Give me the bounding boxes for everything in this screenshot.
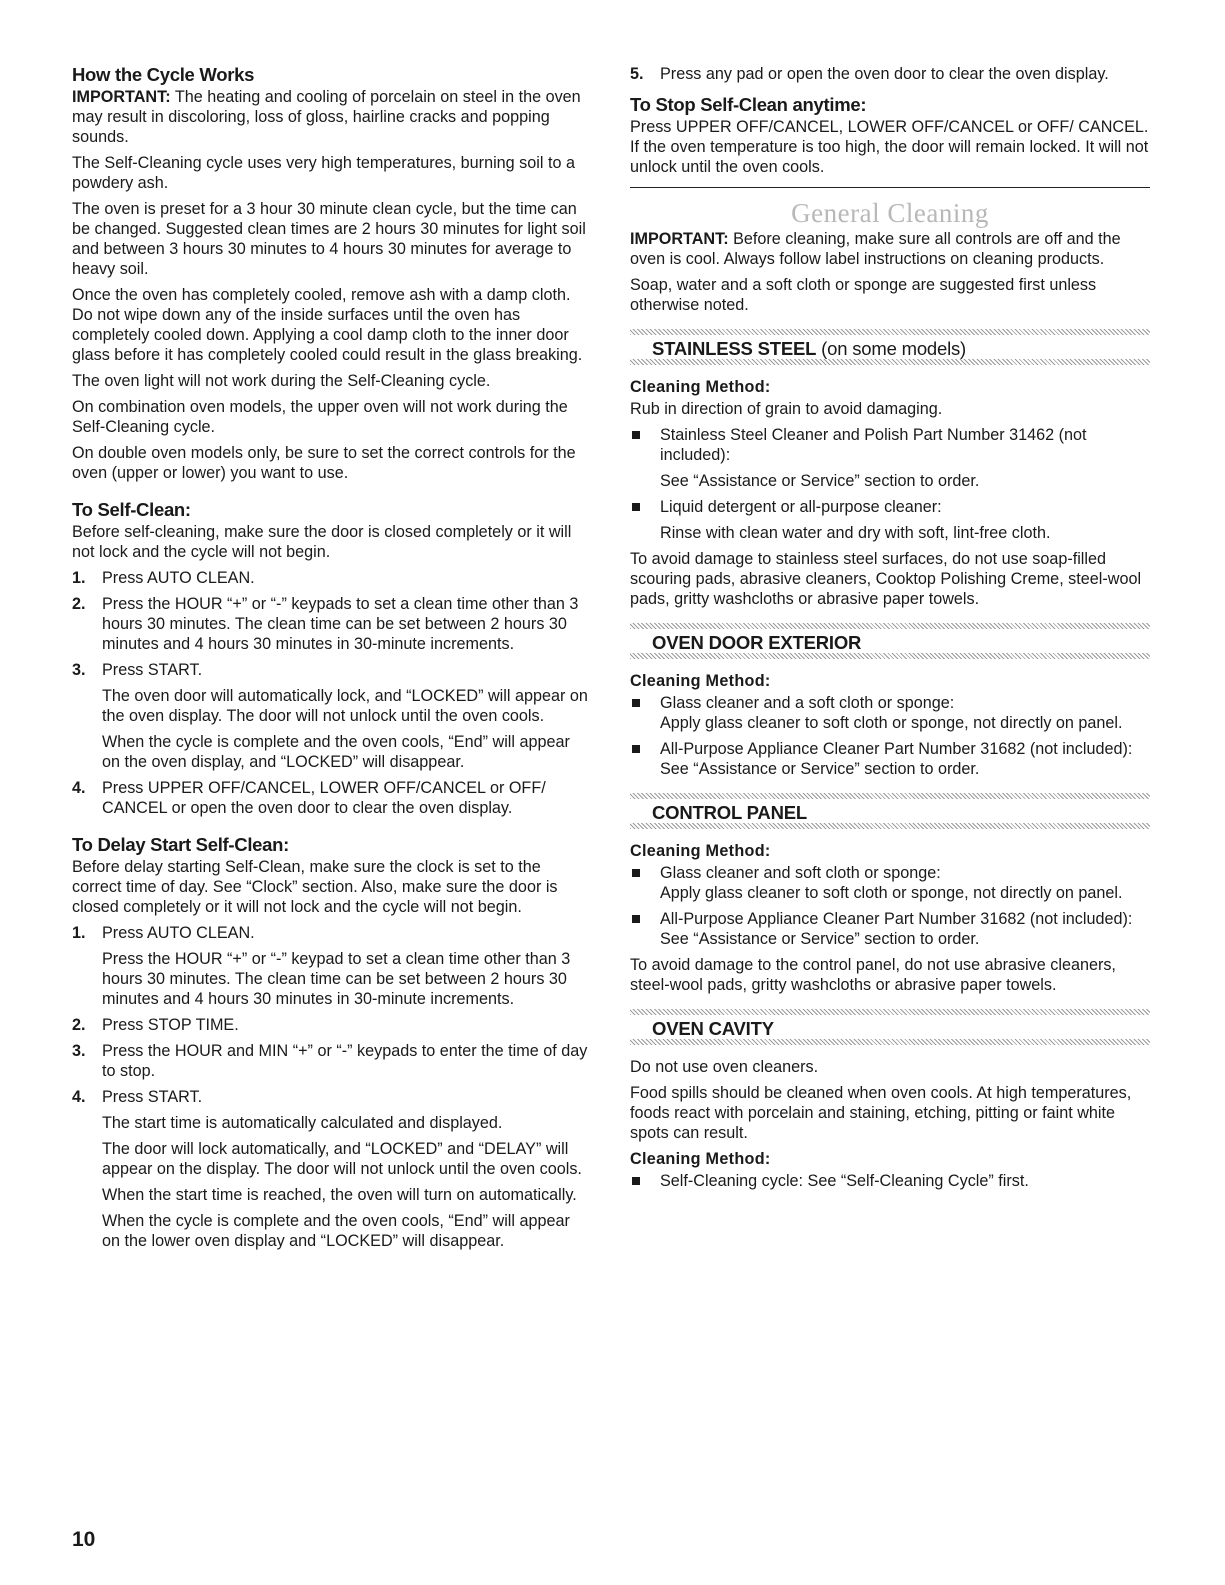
step-number: 4. xyxy=(72,779,86,797)
cavity-bullets xyxy=(630,1171,1150,1191)
step-number: 2. xyxy=(72,1016,86,1034)
important-text: Before cleaning, make sure all controls are off and the oven is cool. Always follow label instructions on cleaning products. xyxy=(630,230,1121,268)
hatch-stripe xyxy=(630,623,1150,629)
step-text: Press AUTO CLEAN. xyxy=(102,569,255,587)
stainless-warning: To avoid damage to stainless steel surfaces, do not use soap-filled scouring pads, abrasive cleaners, Cooktop Polishing Creme, steel-wool pads, gritty washcloths or abrasive paper towels. xyxy=(630,550,1142,608)
section-title xyxy=(652,1018,774,1040)
bullet-subtext: See “Assistance or Service” section to order. xyxy=(660,472,980,490)
step-detail: The oven door will automatically lock, and “LOCKED” will appear on the oven display. The door will not unlock until the oven cools. xyxy=(102,687,588,725)
bullet-square-icon xyxy=(630,497,660,543)
step-number: 1. xyxy=(72,569,86,587)
step-detail: The door will lock automatically, and “LOCKED” and “DELAY” will appear on the display. The door will not unlock until the oven cools. xyxy=(102,1140,582,1178)
cleaning-method-label: Cleaning Method: xyxy=(630,842,771,860)
bullet-subtext: See “Assistance or Service” section to order. xyxy=(660,760,980,778)
section-header-oven-cavity xyxy=(630,1009,1150,1045)
section-header-stainless xyxy=(630,329,1150,365)
cavity-text: Food spills should be cleaned when oven cools. At high temperatures, foods react with porcelain and staining, etching, pitting or faint white spots can result. xyxy=(630,1084,1132,1142)
section-title-bold: OVEN DOOR EXTERIOR xyxy=(652,632,862,653)
step-detail: When the cycle is complete and the oven cools, “End” will appear on the oven display, and “LOCKED” will disappear. xyxy=(102,733,570,771)
general-cleaning-banner xyxy=(630,187,1150,229)
bullet-square-icon xyxy=(630,693,660,733)
stop-heading: To Stop Self-Clean anytime: xyxy=(630,94,867,115)
bullet-item xyxy=(630,863,1150,903)
cleaning-method-label: Cleaning Method: xyxy=(630,378,771,396)
bullet-text: Stainless Steel Cleaner and Polish Part Number 31462 (not included): xyxy=(660,426,1087,464)
delay-intro: Before delay starting Self-Clean, make sure the clock is set to the correct time of day. See “Clock” section. Also, make sure the door is closed completely or it will not lock and the cycle will not begin. xyxy=(72,858,558,916)
step-item xyxy=(72,923,592,1009)
bullet-text: Glass cleaner and a soft cloth or sponge: xyxy=(660,694,955,712)
section-header-door xyxy=(630,623,1150,659)
bullet-text: All-Purpose Appliance Cleaner Part Number 31682 (not included): xyxy=(660,910,1133,928)
step-number: 3. xyxy=(72,1042,86,1060)
hatch-stripe xyxy=(630,823,1150,829)
paragraph: On combination oven models, the upper oven will not work during the Self-Cleaning cycle. xyxy=(72,398,568,436)
step-number: 5. xyxy=(630,65,644,83)
section-title-bold: OVEN CAVITY xyxy=(652,1018,774,1039)
bullet-subtext: Rinse with clean water and dry with soft, lint-free cloth. xyxy=(660,524,1051,542)
panel-bullets xyxy=(630,863,1150,949)
soap-note: Soap, water and a soft cloth or sponge are suggested first unless otherwise noted. xyxy=(630,276,1097,314)
step-detail: Press the HOUR “+” or “-” keypad to set a clean time other than 3 hours 30 minutes. The clean time can be set between 2 hours 30 minutes and 4 hours 30 minutes in 30-minute increments. xyxy=(102,950,571,1008)
step-item xyxy=(72,1041,592,1081)
general-cleaning-title: General Cleaning xyxy=(791,198,989,228)
step-number: 1. xyxy=(72,924,86,942)
step-text: Press the HOUR and MIN “+” or “-” keypads to enter the time of day to stop. xyxy=(102,1042,588,1080)
section-header-control-panel xyxy=(630,793,1150,829)
bullet-text: Self-Cleaning cycle: See “Self-Cleaning Cycle” first. xyxy=(660,1172,1029,1190)
paragraph: The oven light will not work during the Self-Cleaning cycle. xyxy=(72,372,491,390)
page-number: 10 xyxy=(72,1528,96,1551)
step-item xyxy=(72,778,592,818)
bullet-square-icon xyxy=(630,909,660,949)
bullet-square-icon xyxy=(630,425,660,491)
self-clean-steps xyxy=(72,568,592,818)
bullet-item xyxy=(630,497,1150,543)
cleaning-method-label: Cleaning Method: xyxy=(630,1150,771,1168)
section-title xyxy=(652,338,966,360)
step-item xyxy=(72,1015,592,1035)
how-cycle-important xyxy=(72,87,592,147)
panel-warning: To avoid damage to the control panel, do not use abrasive cleaners, steel-wool pads, gritty washcloths or abrasive paper towels. xyxy=(630,956,1116,994)
hatch-stripe xyxy=(630,329,1150,335)
paragraph: The oven is preset for a 3 hour 30 minute clean cycle, but the time can be changed. Suggested clean times are 2 hours 30 minutes for light soil and between 3 hours 30 minutes to 4 hours 30 minutes for average to heavy soil. xyxy=(72,200,586,278)
bullet-item xyxy=(630,739,1150,779)
important-label: IMPORTANT: xyxy=(630,230,729,248)
step-item xyxy=(72,594,592,654)
step-number: 4. xyxy=(72,1088,86,1106)
bullet-text: Glass cleaner and soft cloth or sponge: xyxy=(660,864,941,882)
section-title-normal: (on some models) xyxy=(816,338,967,359)
bullet-subtext: Apply glass cleaner to soft cloth or sponge, not directly on panel. xyxy=(660,884,1123,902)
step-detail: When the cycle is complete and the oven cools, “End” will appear on the lower oven display and “LOCKED” will disappear. xyxy=(102,1212,570,1250)
bullet-text: All-Purpose Appliance Cleaner Part Number 31682 (not included): xyxy=(660,740,1133,758)
self-clean-intro: Before self-cleaning, make sure the door is closed completely or it will not lock and the cycle will not begin. xyxy=(72,523,572,561)
step-detail: The start time is automatically calculated and displayed. xyxy=(102,1114,503,1132)
hatch-stripe xyxy=(630,359,1150,365)
section-title xyxy=(652,802,807,824)
left-column xyxy=(72,64,592,1257)
bullet-item xyxy=(630,909,1150,949)
important-text: The heating and cooling of porcelain on steel in the oven may result in discoloring, loss of gloss, hairline cracks and popping sounds. xyxy=(72,88,581,146)
step-number: 2. xyxy=(72,595,86,613)
self-clean-heading: To Self-Clean: xyxy=(72,499,191,520)
bullet-text: Liquid detergent or all-purpose cleaner: xyxy=(660,498,942,516)
step-text: Press AUTO CLEAN. xyxy=(102,924,255,942)
bullet-subtext: Apply glass cleaner to soft cloth or sponge, not directly on panel. xyxy=(660,714,1123,732)
cavity-text: Do not use oven cleaners. xyxy=(630,1058,819,1076)
door-bullets xyxy=(630,693,1150,779)
bullet-subtext: See “Assistance or Service” section to order. xyxy=(660,930,980,948)
right-column xyxy=(630,64,1150,1197)
how-cycle-heading: How the Cycle Works xyxy=(72,64,255,85)
step-text: Press START. xyxy=(102,661,203,679)
hatch-stripe xyxy=(630,793,1150,799)
step-item xyxy=(72,1087,592,1251)
step-text: Press the HOUR “+” or “-” keypads to set a clean time other than 3 hours 30 minutes. The clean time can be set between 2 hours 30 minutes and 4 hours 30 minutes in 30-minute increments. xyxy=(102,595,579,653)
step-item xyxy=(72,568,592,588)
hatch-stripe xyxy=(630,1009,1150,1015)
paragraph: Once the oven has completely cooled, remove ash with a damp cloth. Do not wipe down any of the inside surfaces until the oven has completely cooled down. Applying a cool damp cloth to the inner door glass before it has completely cooled could result in the glass breaking. xyxy=(72,286,583,364)
important-label: IMPORTANT: xyxy=(72,88,171,106)
step-item xyxy=(72,660,592,772)
step-number: 3. xyxy=(72,661,86,679)
step-text: Press UPPER OFF/CANCEL, LOWER OFF/CANCEL or OFF/ CANCEL or open the oven door to clear the oven display. xyxy=(102,779,546,817)
stainless-bullets xyxy=(630,425,1150,543)
paragraph: The Self-Cleaning cycle uses very high temperatures, burning soil to a powdery ash. xyxy=(72,154,575,192)
cleaning-method-label: Cleaning Method: xyxy=(630,672,771,690)
hatch-stripe xyxy=(630,1039,1150,1045)
bullet-square-icon xyxy=(630,1171,660,1191)
step-detail: When the start time is reached, the oven will turn on automatically. xyxy=(102,1186,577,1204)
step-text: Press STOP TIME. xyxy=(102,1016,239,1034)
bullet-square-icon xyxy=(630,739,660,779)
step-item xyxy=(630,64,1150,84)
hatch-stripe xyxy=(630,653,1150,659)
bullet-square-icon xyxy=(630,863,660,903)
step-text: Press any pad or open the oven door to clear the oven display. xyxy=(660,65,1109,83)
bullet-item xyxy=(630,425,1150,491)
stainless-intro: Rub in direction of grain to avoid damaging. xyxy=(630,400,943,418)
stop-text: Press UPPER OFF/CANCEL, LOWER OFF/CANCEL or OFF/ CANCEL. If the oven temperature is too high, the door will remain locked. It will not unlock until the oven cools. xyxy=(630,118,1149,176)
section-title xyxy=(652,632,861,654)
bullet-item xyxy=(630,693,1150,733)
section-title-bold: CONTROL PANEL xyxy=(652,802,807,823)
step-text: Press START. xyxy=(102,1088,203,1106)
general-important xyxy=(630,229,1150,269)
paragraph: On double oven models only, be sure to set the correct controls for the oven (upper or lower) you want to use. xyxy=(72,444,576,482)
section-title-bold: STAINLESS STEEL xyxy=(652,338,817,359)
bullet-item xyxy=(630,1171,1150,1191)
delay-heading: To Delay Start Self-Clean: xyxy=(72,834,289,855)
delay-steps xyxy=(72,923,592,1251)
